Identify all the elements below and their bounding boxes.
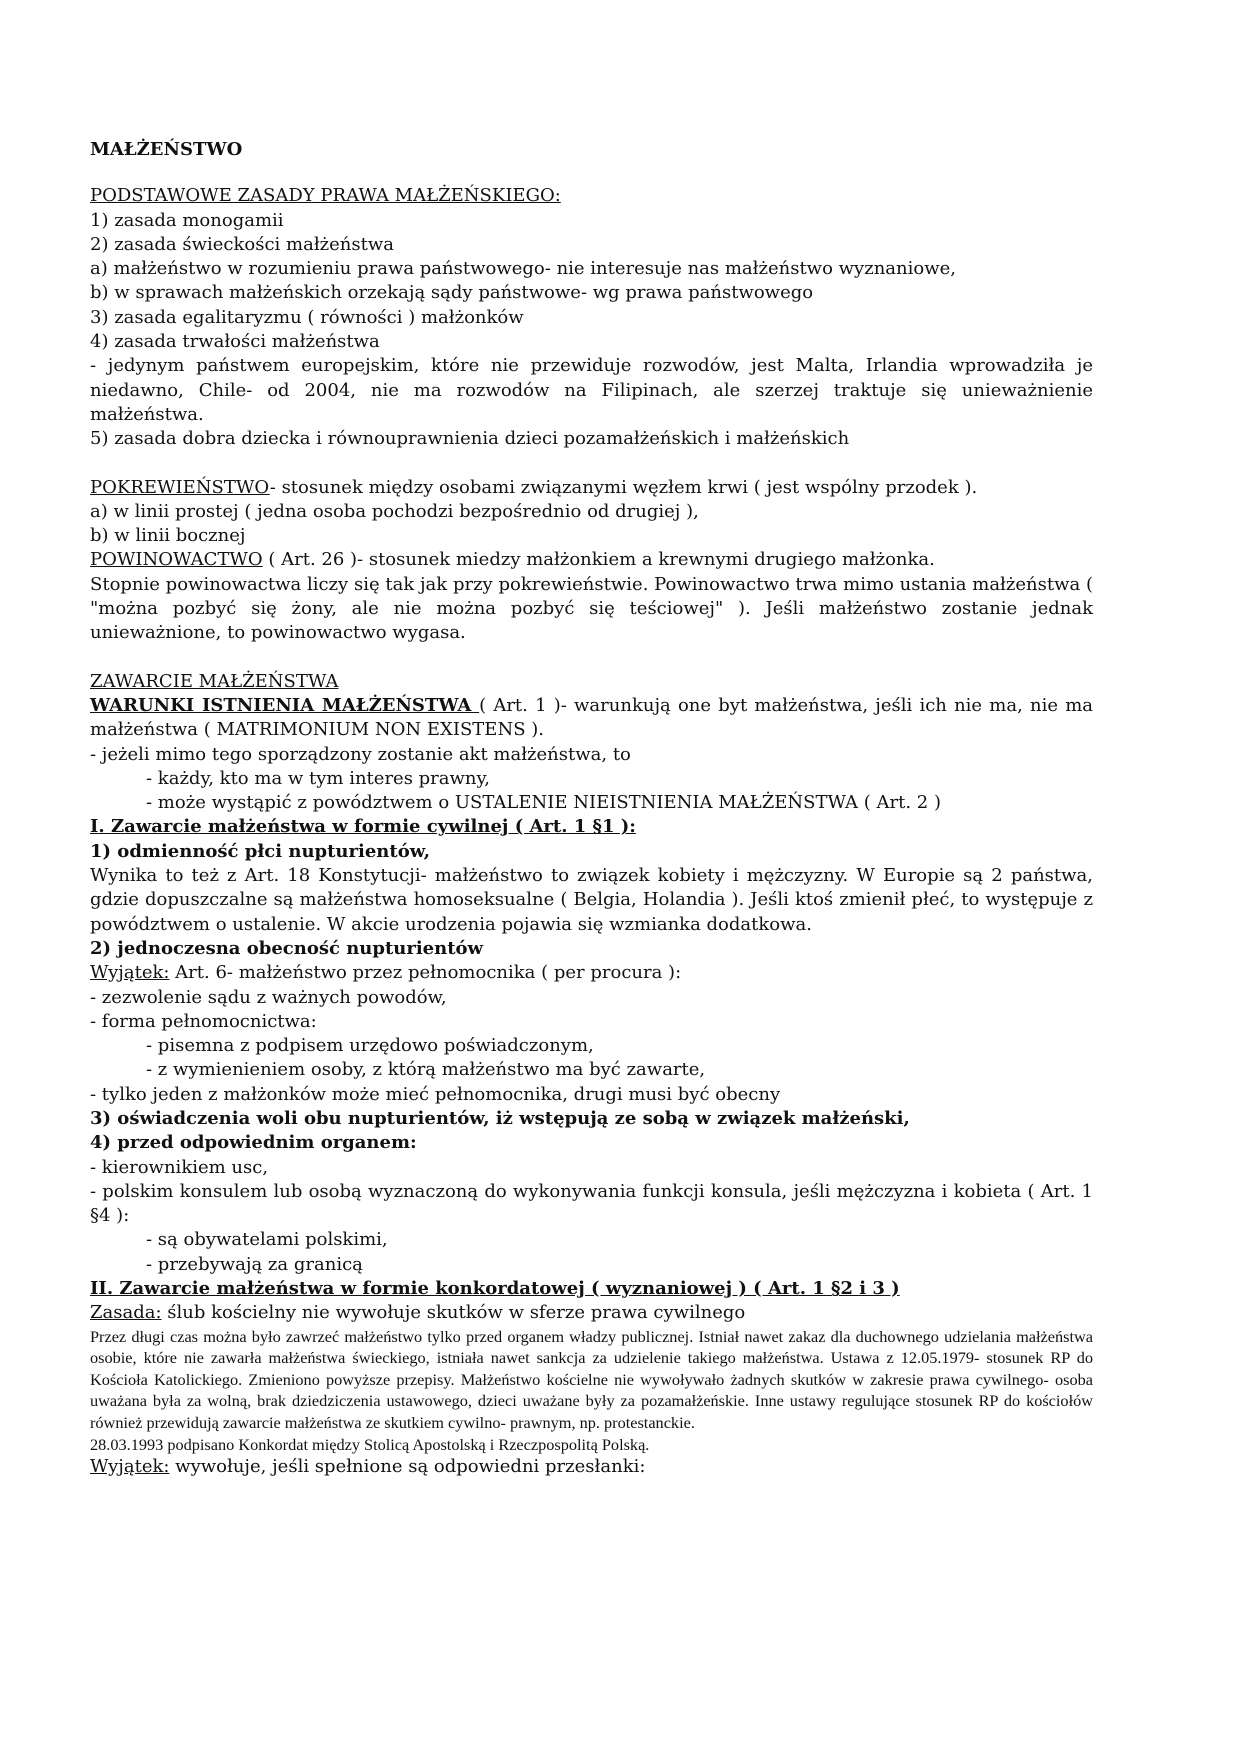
small-paragraph: Przez długi czas można było zawrzeć małżeństwo tylko przed organem władzy publicznej. Istniał nawet zakaz dla duchownego udzielania małżeństwa osobie, które nie zawarła małżeństwa świeckiego, istniała nawet sankcja za udzielenie takiego małżeństwa. Ustawa z 12.05.1979- stosunek RP do Kościoła Katolickiego. Zmieniono powyższe przepisy. Małżeństwo kościelne nie wywoływało żadnych skutków w zakresie prawa cywilnego- osoba uważana była za wolną, brak dziedziczenia ustawowego, dzieci uważane były za pozamałżeńskie. Inne ustawy regulujące stosunek RP do kościołów również przewidują zawarcie małżeństwa ze skutkiem cywilno- prawnym, np. protestanckie. bbox=[90, 1326, 1093, 1433]
exception-line bbox=[90, 961, 1093, 985]
exception-line bbox=[90, 1455, 1093, 1479]
list-item: 5) zasada dobra dziecka i równouprawnienia dzieci pozamałżeńskich i małżeńskich bbox=[90, 428, 850, 450]
exception-label: Wyjątek: bbox=[90, 962, 170, 984]
section-heading-zawarcie: ZAWARCIE MAŁŻEŃSTWA bbox=[90, 670, 339, 692]
list-item: 2) zasada świeckości małżeństwa bbox=[90, 233, 395, 255]
list-item: - zezwolenie sądu z ważnych powodów, bbox=[90, 986, 447, 1008]
paragraph: - jedynym państwem europejskim, które nie przewiduje rozwodów, jest Malta, Irlandia wprowadziła je niedawno, Chile- od 2004, nie ma rozwodów na Filipinach, ale szerzej traktuje się unieważnienie małżeństwa. bbox=[90, 355, 1093, 425]
exception-text: wywołuje, jeśli spełnione są odpowiedni przesłanki: bbox=[169, 1456, 646, 1478]
list-item: a) małżeństwo w rozumieniu prawa państwowego- nie interesuje nas małżeństwo wyznaniowe, bbox=[90, 258, 957, 280]
definition-text: ( Art. 26 )- stosunek miedzy małżonkiem a krewnymi drugiego małżonka. bbox=[262, 549, 935, 571]
list-item: b) w sprawach małżeńskich orzekają sądy państwowe- wg prawa państwowego bbox=[90, 282, 814, 304]
exception-label: Wyjątek: bbox=[90, 1456, 170, 1478]
exception-text: Art. 6- małżeństwo przez pełnomocnika ( per procura ): bbox=[169, 962, 682, 984]
definition-line bbox=[90, 548, 1093, 572]
definition-text: - stosunek między osobami związanymi węzłem krwi ( jest wspólny przodek ). bbox=[269, 476, 978, 498]
list-item: - są obywatelami polskimi, bbox=[146, 1229, 388, 1251]
list-item: - pisemna z podpisem urzędowo poświadczonym, bbox=[146, 1035, 594, 1057]
rule-text: ślub kościelny nie wywołuje skutków w sferze prawa cywilnego bbox=[161, 1302, 746, 1324]
document-title: MAŁŻEŃSTWO bbox=[90, 139, 243, 160]
definition-text: ( Art. 1 )- warunkują one byt małżeństwa, jeśli ich nie ma, nie ma małżeństwa ( MATRIMONIUM NON EXISTENS ). bbox=[90, 694, 1094, 741]
list-item: - każdy, kto ma w tym interes prawny, bbox=[146, 767, 491, 789]
term-warunki: WARUNKI ISTNIENIA MAŁŻEŃSTWA bbox=[90, 694, 480, 716]
term-pokrewienstwo: POKREWIEŃSTWO bbox=[90, 476, 270, 498]
list-item: - przebywają za granicą bbox=[146, 1253, 363, 1275]
condition-heading: 2) jednoczesna obecność nupturientów bbox=[90, 937, 484, 959]
list-item: - jeżeli mimo tego sporządzony zostanie akt małżeństwa, to bbox=[90, 743, 631, 765]
list-item: b) w linii bocznej bbox=[90, 525, 246, 547]
document-page bbox=[90, 138, 1093, 1480]
condition-heading: 3) oświadczenia woli obu nupturientów, iż wstępują ze sobą w związek małżeński, bbox=[90, 1107, 910, 1129]
paragraph: Stopnie powinowactwa liczy się tak jak przy pokrewieństwie. Powinowactwo trwa mimo ustania małżeństwa ( "można pozbyć się żony, ale nie można pozbyć się teściowej" ). Jeśli małżeństwo zostanie jednak unieważnione, to powinowactwo wygasa. bbox=[90, 573, 1093, 644]
list-item: - tylko jeden z małżonków może mieć pełnomocnika, drugi musi być obecny bbox=[90, 1083, 781, 1105]
rule-line bbox=[90, 1301, 1093, 1325]
list-item: 3) zasada egalitaryzmu ( równości ) małżonków bbox=[90, 306, 524, 328]
subheading-civil-form: I. Zawarcie małżeństwa w formie cywilnej ( Art. 1 §1 ): bbox=[90, 816, 636, 838]
list-item: - kierownikiem usc, bbox=[90, 1156, 269, 1178]
list-item: 1) zasada monogamii bbox=[90, 209, 284, 231]
list-item: - z wymienieniem osoby, z którą małżeństwo ma być zawarte, bbox=[146, 1059, 706, 1081]
list-item: a) w linii prostej ( jedna osoba pochodzi bezpośrednio od drugiej ), bbox=[90, 500, 699, 522]
section-heading-principles: PODSTAWOWE ZASADY PRAWA MAŁŻEŃSKIEGO: bbox=[90, 185, 561, 207]
definition-paragraph bbox=[90, 694, 1093, 743]
list-item: - forma pełnomocnictwa: bbox=[90, 1010, 317, 1032]
definition-line bbox=[90, 476, 1093, 500]
list-item: 4) zasada trwałości małżeństwa bbox=[90, 331, 380, 353]
term-powinowactwo: POWINOWACTWO bbox=[90, 549, 263, 571]
list-item: - polskim konsulem lub osobą wyznaczoną do wykonywania funkcji konsula, jeśli mężczyzna i kobieta ( Art. 1 §4 ): bbox=[90, 1180, 1093, 1227]
list-item: - może wystąpić z powództwem o USTALENIE NIEISTNIENIA MAŁŻEŃSTWA ( Art. 2 ) bbox=[146, 792, 941, 814]
paragraph: Wynika to też z Art. 18 Konstytucji- małżeństwo to związek kobiety i mężczyzny. W Europie są 2 państwa, gdzie dopuszczalne są małżeństwa homoseksualne ( Belgia, Holandia ). Jeśli ktoś zmienił płeć, to występuje z powództwem o ustalenie. W akcie urodzenia pojawia się wzmianka dodatkowa. bbox=[90, 865, 1093, 935]
condition-heading: 1) odmienność płci nupturientów, bbox=[90, 840, 430, 862]
condition-heading: 4) przed odpowiednim organem: bbox=[90, 1132, 417, 1154]
small-paragraph-last: 28.03.1993 podpisano Konkordat między Stolicą Apostolską i Rzeczpospolitą Polską. bbox=[90, 1434, 650, 1454]
subheading-concordat-form: II. Zawarcie małżeństwa w formie konkordatowej ( wyznaniowej ) ( Art. 1 §2 i 3 ) bbox=[90, 1278, 900, 1300]
rule-label: Zasada: bbox=[90, 1302, 162, 1324]
